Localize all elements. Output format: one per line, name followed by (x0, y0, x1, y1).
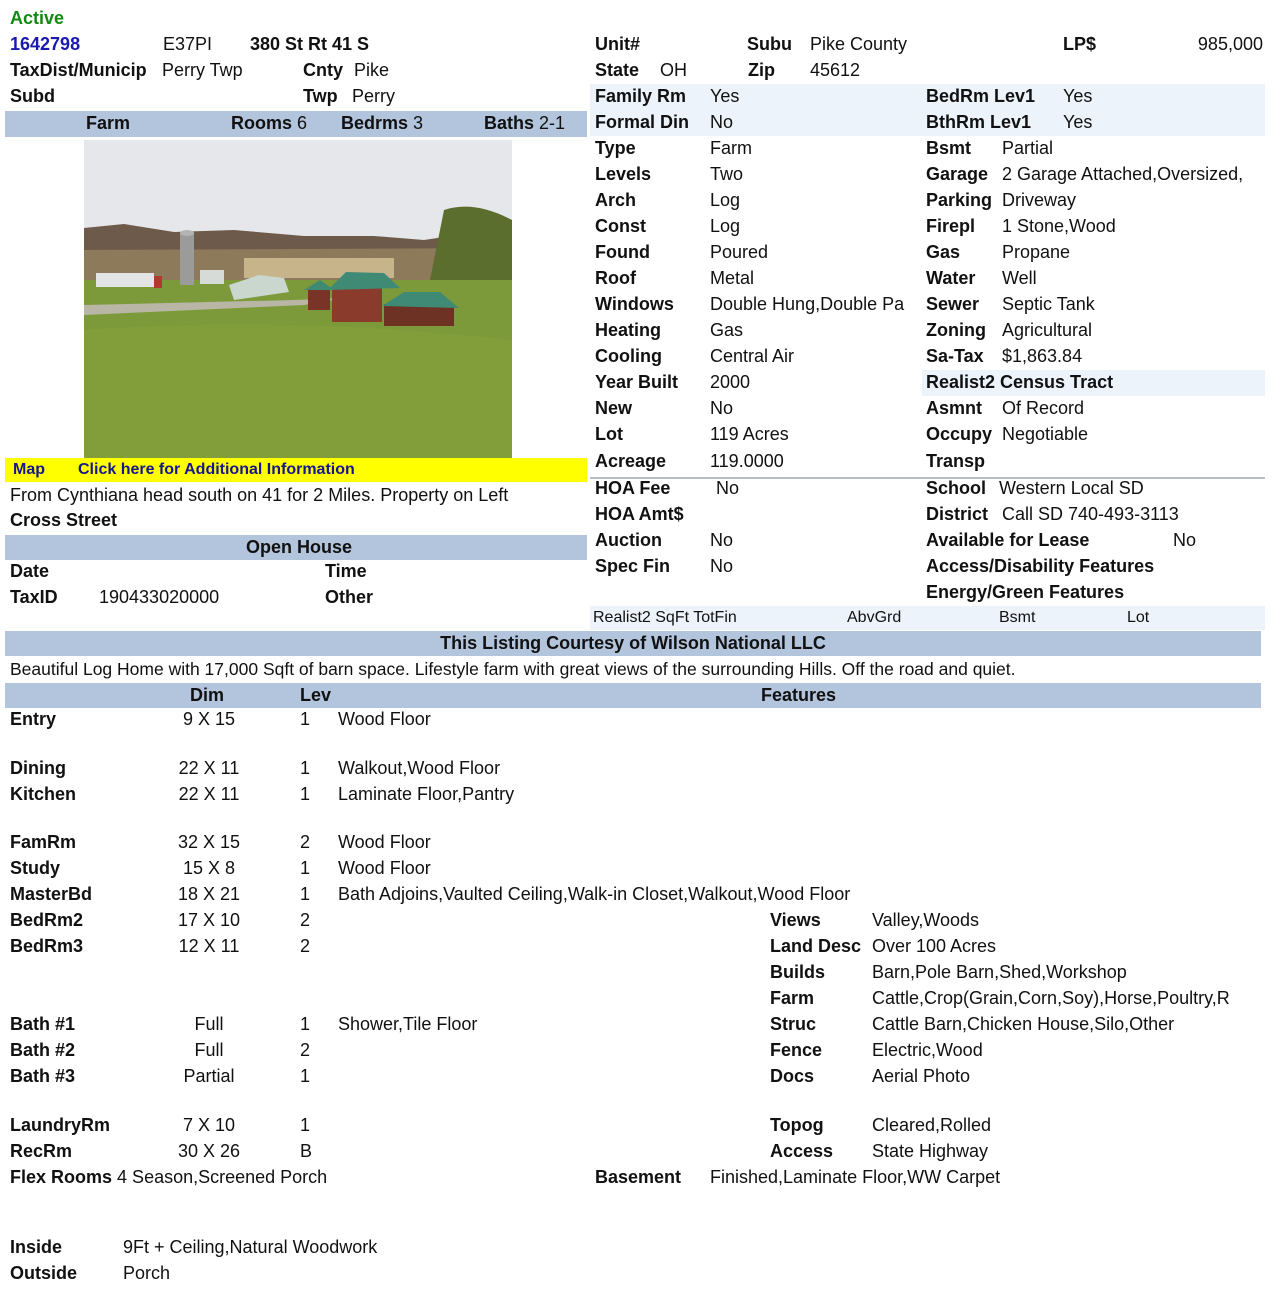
detail-value: Negotiable (1002, 424, 1089, 444)
table-row (0, 1138, 900, 1164)
detail-label: Arch (595, 190, 637, 210)
table-row (0, 1011, 900, 1037)
inside-label: Inside (10, 1237, 63, 1257)
detail-value: Farm (710, 138, 752, 158)
rooms-value: 6 (297, 113, 308, 133)
detail-label: Occupy (926, 424, 993, 444)
detail-value: $1,863.84 (1002, 346, 1083, 366)
detail-value: No (716, 478, 740, 498)
land-feature-value: Aerial Photo (872, 1066, 971, 1086)
detail-label: Acreage (595, 451, 667, 471)
county-value: Pike (354, 60, 390, 80)
land-feature-value: Cattle,Crop(Grain,Corn,Soy),Horse,Poultry,R (872, 988, 1230, 1008)
remarks: Beautiful Log Home with 17,000 Sqft of barn space. Lifestyle farm with great views of the surrounding Hills. Off the road and quiet. (10, 659, 1016, 679)
room-name: Bath #1 (10, 1014, 76, 1034)
directions: From Cynthiana head south on 41 for 2 Miles. Property on Left (10, 485, 509, 505)
detail-label: Family Rm (595, 86, 687, 106)
land-feature-label: Views (770, 910, 821, 930)
rooms-label: Rooms (231, 113, 293, 133)
area-code: E37PI (163, 34, 213, 54)
detail-label: Levels (595, 164, 652, 184)
room-dim: 32 X 15 (177, 832, 241, 852)
detail-value: Agricultural (1002, 320, 1093, 340)
detail-value: Two (710, 164, 744, 184)
room-name: BedRm2 (10, 910, 84, 930)
detail-label: BedRm Lev1 (926, 86, 1036, 106)
table-row (0, 781, 900, 807)
detail-value: Driveway (1002, 190, 1077, 210)
detail-value: Log (710, 190, 741, 210)
state-value: OH (660, 60, 687, 80)
detail-value: Double Hung,Double Pa (710, 294, 905, 314)
table-row (0, 855, 900, 881)
room-features: Bath Adjoins,Vaulted Ceiling,Walk-in Closet,Walkout,Wood Floor (338, 884, 851, 904)
room-name: RecRm (10, 1141, 73, 1161)
detail-label: Sewer (926, 294, 980, 314)
detail-label: Garage (926, 164, 989, 184)
land-feature-label: Access (770, 1141, 834, 1161)
room-level: 1 (300, 758, 311, 778)
table-row (0, 1037, 900, 1063)
table-row (0, 1063, 900, 1089)
unit-label: Unit# (595, 34, 640, 54)
room-dim: 18 X 21 (177, 884, 241, 904)
room-name: BedRm3 (10, 936, 84, 956)
sqft-abvgrd-label: AbvGrd (847, 609, 902, 626)
detail-label: Sa-Tax (926, 346, 984, 366)
summary-rooms (231, 110, 307, 136)
detail-value: Log (710, 216, 741, 236)
land-feature-value: Over 100 Acres (872, 936, 997, 956)
detail-label: Zoning (926, 320, 986, 340)
detail-label: Water (926, 268, 976, 288)
courtesy-text: This Listing Courtesy of Wilson National LLC (440, 633, 826, 653)
room-level: B (300, 1141, 313, 1161)
room-features: Wood Floor (338, 832, 431, 852)
room-level: 1 (300, 709, 311, 729)
room-level: 1 (300, 1014, 311, 1034)
land-feature-label: Farm (770, 988, 815, 1008)
room-name: Bath #2 (10, 1040, 76, 1060)
detail-label: Parking (926, 190, 993, 210)
room-name: Bath #3 (10, 1066, 76, 1086)
land-feature-value: Cattle Barn,Chicken House,Silo,Other (872, 1014, 1175, 1034)
room-dim: Full (194, 1014, 224, 1034)
room-name: LaundryRm (10, 1115, 111, 1135)
room-features: Shower,Tile Floor (338, 1014, 478, 1034)
sqft-totfin-label: Realist2 SqFt TotFin (593, 609, 737, 626)
address: 380 St Rt 41 S (250, 34, 370, 54)
table-row (0, 755, 900, 781)
land-feature-label: Fence (770, 1040, 823, 1060)
table-row (0, 881, 900, 907)
room-level: 2 (300, 1040, 311, 1060)
detail-value: Yes (1063, 112, 1093, 132)
land-feature-label: Topog (770, 1115, 824, 1135)
room-name: Dining (10, 758, 66, 778)
detail-label: Bsmt (926, 138, 972, 158)
detail-value: Metal (710, 268, 755, 288)
room-level: 2 (300, 910, 311, 930)
room-name: Study (10, 858, 61, 878)
basement-label: Basement (595, 1167, 682, 1187)
detail-label: Found (595, 242, 650, 262)
subu-label: Subu (747, 34, 792, 54)
detail-value: Gas (710, 320, 744, 340)
detail-value: Western Local SD (999, 478, 1144, 498)
rooms-header-lev: Lev (300, 685, 332, 705)
detail-label: Realist2 Census Tract (926, 372, 1114, 392)
room-dim: 22 X 11 (178, 758, 240, 778)
detail-value: 2 Garage Attached,Oversized, (1002, 164, 1244, 184)
property-photo-image (84, 140, 512, 458)
other-label: Other (325, 587, 374, 607)
room-level: 1 (300, 784, 311, 804)
detail-value: Yes (710, 86, 740, 106)
detail-value: No (710, 530, 734, 550)
basement-value: Finished,Laminate Floor,WW Carpet (710, 1167, 1001, 1187)
taxid-label: TaxID (10, 587, 58, 607)
rooms-header-features: Features (761, 685, 837, 705)
detail-label: Energy/Green Features (926, 582, 1125, 602)
room-name: Kitchen (10, 784, 77, 804)
list-price-value: 985,000 (1197, 34, 1263, 54)
room-features: Wood Floor (338, 709, 431, 729)
detail-value: Of Record (1002, 398, 1085, 418)
land-feature-value: State Highway (872, 1141, 989, 1161)
land-feature-label: Struc (770, 1014, 817, 1034)
sqft-bsmt-label: Bsmt (999, 609, 1036, 626)
flex-rooms-label: Flex Rooms (10, 1167, 113, 1187)
room-dim: 30 X 26 (177, 1141, 241, 1161)
room-dim: 15 X 8 (182, 858, 236, 878)
room-name: MasterBd (10, 884, 93, 904)
additional-info-link[interactable]: Click here for Additional Information (78, 461, 355, 478)
room-features: Wood Floor (338, 858, 431, 878)
detail-label: Auction (595, 530, 662, 550)
table-row (0, 829, 900, 855)
detail-label: Transp (926, 451, 986, 471)
land-feature-value: Electric,Wood (872, 1040, 983, 1060)
twp-value: Perry (352, 86, 396, 106)
room-features: Walkout,Wood Floor (338, 758, 501, 778)
detail-label: Lot (595, 424, 623, 444)
land-feature-label: Land Desc (770, 936, 862, 956)
room-dim: 17 X 10 (177, 910, 241, 930)
bedrms-label: Bedrms (341, 113, 409, 133)
summary-baths (484, 110, 565, 136)
room-level: 1 (300, 858, 311, 878)
room-level: 1 (300, 1115, 311, 1135)
room-dim: 12 X 11 (178, 936, 240, 956)
subu-value: Pike County (810, 34, 908, 54)
flex-rooms-value: 4 Season,Screened Porch (117, 1167, 328, 1187)
sqft-lot-label: Lot (1127, 609, 1150, 626)
detail-value: 119.0000 (710, 451, 784, 471)
detail-value: 1 Stone,Wood (1002, 216, 1116, 236)
detail-value: Well (1002, 268, 1037, 288)
room-level: 2 (300, 832, 311, 852)
detail-value: Yes (1063, 86, 1093, 106)
land-feature-value: Valley,Woods (872, 910, 980, 930)
table-row (0, 1112, 900, 1138)
room-level: 2 (300, 936, 311, 956)
detail-value: Central Air (710, 346, 795, 366)
state-label: State (595, 60, 640, 80)
summary-bedrms (341, 110, 423, 136)
detail-label: HOA Fee (595, 478, 671, 498)
rooms-header-dim: Dim (190, 685, 225, 705)
detail-value: Poured (710, 242, 769, 262)
land-feature-label: Docs (770, 1066, 815, 1086)
open-house-time-label: Time (325, 561, 367, 581)
taxdist-value: Perry Twp (162, 60, 243, 80)
outside-value: Porch (123, 1263, 171, 1283)
room-features: Laminate Floor,Pantry (338, 784, 515, 804)
detail-label: Windows (595, 294, 674, 314)
twp-label: Twp (303, 86, 338, 106)
detail-label: Firepl (926, 216, 976, 236)
bedrms-value: 3 (413, 113, 424, 133)
baths-label: Baths (484, 113, 535, 133)
detail-value: Call SD 740-493-3113 (1002, 504, 1179, 524)
room-dim: Partial (183, 1066, 235, 1086)
detail-label: Type (595, 138, 636, 158)
summary-type: Farm (86, 113, 131, 133)
detail-label: Heating (595, 320, 662, 340)
detail-value: 2000 (710, 372, 751, 392)
room-dim: Full (194, 1040, 224, 1060)
room-name: Entry (10, 709, 57, 729)
detail-label: Year Built (595, 372, 679, 392)
detail-value: No (710, 398, 734, 418)
detail-value: No (710, 556, 734, 576)
detail-label: Spec Fin (595, 556, 671, 576)
county-label: Cnty (303, 60, 343, 80)
outside-label: Outside (10, 1263, 78, 1283)
status-badge: Active (10, 8, 65, 28)
land-feature-value: Barn,Pole Barn,Shed,Workshop (872, 962, 1127, 982)
detail-value: No (1173, 530, 1197, 550)
cross-street-label: Cross Street (10, 510, 118, 530)
room-dim: 9 X 15 (182, 709, 236, 729)
detail-label: Access/Disability Features (926, 556, 1155, 576)
detail-value: Partial (1002, 138, 1054, 158)
room-level: 1 (300, 1066, 311, 1086)
taxdist-label: TaxDist/Municip (10, 60, 147, 80)
subd-label: Subd (10, 86, 55, 106)
inside-value: 9Ft + Ceiling,Natural Woodwork (123, 1237, 378, 1257)
detail-label: Formal Din (595, 112, 690, 132)
room-name: FamRm (10, 832, 77, 852)
baths-value: 2-1 (539, 113, 566, 133)
land-feature-value: Cleared,Rolled (872, 1115, 992, 1135)
open-house-date-label: Date (10, 561, 50, 581)
room-level: 1 (300, 884, 311, 904)
table-row (0, 706, 900, 732)
detail-value: 119 Acres (710, 424, 789, 444)
flex-rooms (10, 1164, 327, 1190)
detail-label: BthRm Lev1 (926, 112, 1032, 132)
listing-number-link[interactable]: 1642798 (10, 34, 81, 54)
detail-label: New (595, 398, 633, 418)
detail-value: No (710, 112, 734, 132)
land-feature-label: Builds (770, 962, 826, 982)
map-link[interactable]: Map (13, 461, 45, 478)
zip-value: 45612 (810, 60, 861, 80)
detail-value: Septic Tank (1002, 294, 1095, 314)
table-row (0, 907, 900, 933)
list-price-label: LP$ (1063, 34, 1097, 54)
detail-label: HOA Amt$ (595, 504, 684, 524)
detail-label: Roof (595, 268, 636, 288)
open-house-title: Open House (245, 537, 352, 557)
room-dim: 22 X 11 (178, 784, 240, 804)
detail-label: Available for Lease (926, 530, 1090, 550)
detail-label: Asmnt (926, 398, 983, 418)
detail-label: District (926, 504, 989, 524)
detail-label: Const (595, 216, 646, 236)
detail-label: Cooling (595, 346, 662, 366)
property-photo[interactable] (84, 140, 512, 458)
zip-label: Zip (748, 60, 775, 80)
room-dim: 7 X 10 (182, 1115, 236, 1135)
detail-label: Gas (926, 242, 961, 262)
table-row (0, 933, 900, 959)
detail-label: School (926, 478, 987, 498)
detail-value: Propane (1002, 242, 1071, 262)
taxid-value: 190433020000 (99, 587, 220, 607)
